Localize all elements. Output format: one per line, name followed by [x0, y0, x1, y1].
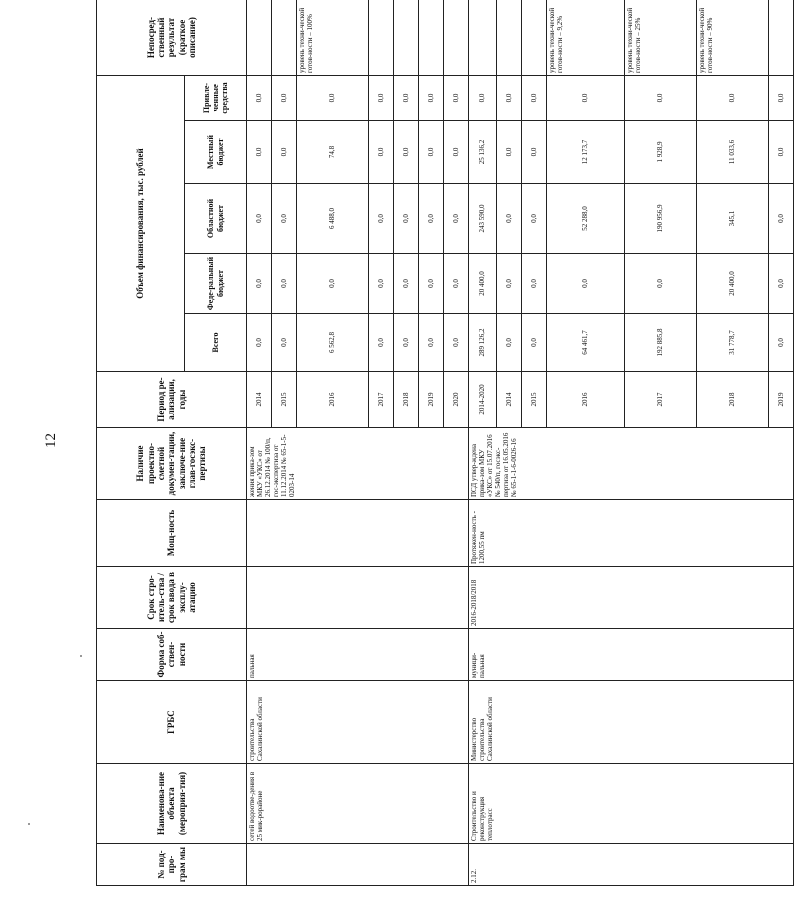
result-cell: уровень техни-ческой готов-ности – 90%: [697, 0, 769, 76]
year-cell: 2018: [697, 372, 769, 428]
total-cell: 0,0: [272, 314, 297, 372]
attracted-cell: 0,0: [394, 76, 419, 121]
total-cell: 0,0: [769, 314, 794, 372]
header-grbs: ГРБС: [97, 681, 247, 764]
g1-docs-cell: жения прика-зом МКУ «УКС» от 26.12.2014 № 100/п, гос-экспертиза от 11.12.2014 № 65-1-5-0203-14: [247, 428, 469, 500]
regional-cell: 0,0: [369, 184, 394, 254]
g1-grbs-cell: строительства Сахалинской области: [247, 681, 469, 764]
result-cell: [247, 0, 272, 76]
total-cell: 31 778,7: [697, 314, 769, 372]
federal-cell: 0,0: [497, 254, 522, 314]
federal-cell: 0,0: [625, 254, 697, 314]
attracted-cell: 0,0: [272, 76, 297, 121]
local-cell: 1 928,9: [625, 121, 697, 184]
regional-cell: 0,0: [769, 184, 794, 254]
header-attracted: Привле-ченные средства: [185, 76, 247, 121]
scan-speck: [28, 823, 30, 825]
attracted-cell: 0,0: [247, 76, 272, 121]
result-cell: [444, 0, 469, 76]
header-regional: Областной бюджет: [185, 184, 247, 254]
year-cell: 2014: [247, 372, 272, 428]
header-name: Наименова-ние объекта (мероприя-тия): [97, 764, 247, 844]
regional-cell: 0,0: [522, 184, 547, 254]
g1-name-cell: сетей водоотве-дения в 25 мик-рорайоне: [247, 764, 469, 844]
header-local: Местный бюджет: [185, 121, 247, 184]
table-row: [469, 0, 497, 886]
attracted-cell: 0,0: [547, 76, 625, 121]
regional-cell: 6 488,0: [297, 184, 369, 254]
regional-cell: 0,0: [444, 184, 469, 254]
attracted-cell: 0,0: [469, 76, 497, 121]
federal-cell: 0,0: [444, 254, 469, 314]
regional-cell: 0,0: [419, 184, 444, 254]
header-capacity: Мощ-ность: [97, 500, 247, 567]
header-federal: Феде-ральный бюджет: [185, 254, 247, 314]
total-cell: 289 126,2: [469, 314, 497, 372]
header-term: Срок стро-итель-ства / срок ввода в эксплу-атацию: [97, 567, 247, 629]
year-cell: 2019: [769, 372, 794, 428]
header-ownership: Форма соб-ствен-ности: [97, 629, 247, 681]
total-cell: 0,0: [394, 314, 419, 372]
scan-speck: [80, 655, 82, 657]
regional-cell: 243 590,0: [469, 184, 497, 254]
attracted-cell: 0,0: [369, 76, 394, 121]
result-cell: [394, 0, 419, 76]
total-cell: 0,0: [419, 314, 444, 372]
attracted-cell: 0,0: [419, 76, 444, 121]
header-docs: Наличие проектно-сметной докумен-тации, заключе-ние глав-госэкс-пертизы: [97, 428, 247, 500]
local-cell: 0,0: [769, 121, 794, 184]
year-cell: 2016: [547, 372, 625, 428]
g1-term-cell: [247, 567, 469, 629]
g1-ownership-cell: пальная: [247, 629, 469, 681]
regional-cell: 52 288,0: [547, 184, 625, 254]
g2-term-cell: 2016-2018/2018: [469, 567, 794, 629]
g2-docs-cell: ПСД утвер-ждена прика-зом МКУ «УКС» от 15.07.2016 № 540/п, госэкс-пертиза от 16.05.2016 № 65-1-1-6-0026-16: [469, 428, 794, 500]
total-cell: 0,0: [369, 314, 394, 372]
federal-cell: 0,0: [247, 254, 272, 314]
header-total: Всего: [185, 314, 247, 372]
page-number: 12: [43, 433, 59, 448]
federal-cell: 20 400,0: [469, 254, 497, 314]
g2-name-cell: Строительство и реконструкция теплотрасс: [469, 764, 794, 844]
result-cell: [769, 0, 794, 76]
g1-num-cell: [247, 844, 469, 886]
attracted-cell: 0,0: [697, 76, 769, 121]
year-cell: 2015: [522, 372, 547, 428]
local-cell: 12 173,7: [547, 121, 625, 184]
local-cell: 0,0: [247, 121, 272, 184]
federal-cell: 0,0: [419, 254, 444, 314]
result-cell: [369, 0, 394, 76]
year-cell: 2017: [369, 372, 394, 428]
regional-cell: 0,0: [247, 184, 272, 254]
attracted-cell: 0,0: [625, 76, 697, 121]
attracted-cell: 0,0: [497, 76, 522, 121]
result-cell: [497, 0, 522, 76]
local-cell: 25 136,2: [469, 121, 497, 184]
federal-cell: 0,0: [272, 254, 297, 314]
local-cell: 11 033,6: [697, 121, 769, 184]
local-cell: 0,0: [394, 121, 419, 184]
g2-grbs-cell: Министерство строительства Сахалинской области: [469, 681, 794, 764]
local-cell: 0,0: [272, 121, 297, 184]
g1-capacity-cell: [247, 500, 469, 567]
g2-capacity-cell: Протяжен-ность - 1200,55 пм: [469, 500, 794, 567]
year-cell: 2018: [394, 372, 419, 428]
total-cell: 0,0: [522, 314, 547, 372]
attracted-cell: 0,0: [522, 76, 547, 121]
result-cell: [272, 0, 297, 76]
attracted-cell: 0,0: [769, 76, 794, 121]
federal-cell: 0,0: [769, 254, 794, 314]
regional-cell: 0,0: [497, 184, 522, 254]
result-cell: уровень техни-ческой готов-ности – 25%: [625, 0, 697, 76]
federal-cell: 20 400,0: [697, 254, 769, 314]
federal-cell: 0,0: [369, 254, 394, 314]
year-cell: 2019: [419, 372, 444, 428]
year-cell: 2015: [272, 372, 297, 428]
federal-cell: 0,0: [394, 254, 419, 314]
attracted-cell: 0,0: [444, 76, 469, 121]
total-cell: 0,0: [247, 314, 272, 372]
local-cell: 0,0: [497, 121, 522, 184]
federal-cell: 0,0: [547, 254, 625, 314]
local-cell: 0,0: [369, 121, 394, 184]
total-cell: 6 562,8: [297, 314, 369, 372]
federal-cell: 0,0: [522, 254, 547, 314]
year-cell: 2014-2020: [469, 372, 497, 428]
federal-cell: 0,0: [297, 254, 369, 314]
rotated-table-frame: [96, 7, 785, 886]
header-period: Период ре-ализации, годы: [97, 372, 247, 428]
attracted-cell: 0,0: [297, 76, 369, 121]
result-cell: [469, 0, 497, 76]
total-cell: 64 461,7: [547, 314, 625, 372]
regional-cell: 345,1: [697, 184, 769, 254]
result-cell: [522, 0, 547, 76]
g2-ownership-cell: муници-пальная: [469, 629, 794, 681]
local-cell: 0,0: [419, 121, 444, 184]
header-result: Непосред-ственный результат (краткое описание): [97, 0, 247, 76]
local-cell: 74,8: [297, 121, 369, 184]
regional-cell: 190 956,9: [625, 184, 697, 254]
funding-table: [96, 0, 794, 886]
header-funding: Объем финансирования, тыс. рублей: [97, 76, 185, 372]
total-cell: 0,0: [497, 314, 522, 372]
total-cell: 192 885,8: [625, 314, 697, 372]
regional-cell: 0,0: [394, 184, 419, 254]
result-cell: уровень техни-ческой готов-ности – 100%: [297, 0, 369, 76]
local-cell: 0,0: [444, 121, 469, 184]
header-num: № под-про-грам мы: [97, 844, 247, 886]
year-cell: 2020: [444, 372, 469, 428]
g2-num-cell: 2.12.: [469, 844, 794, 886]
result-cell: [419, 0, 444, 76]
total-cell: 0,0: [444, 314, 469, 372]
local-cell: 0,0: [522, 121, 547, 184]
year-cell: 2017: [625, 372, 697, 428]
table-row: [247, 0, 272, 886]
regional-cell: 0,0: [272, 184, 297, 254]
year-cell: 2014: [497, 372, 522, 428]
year-cell: 2016: [297, 372, 369, 428]
result-cell: уровень техни-ческой готов-ности – 9,2%: [547, 0, 625, 76]
